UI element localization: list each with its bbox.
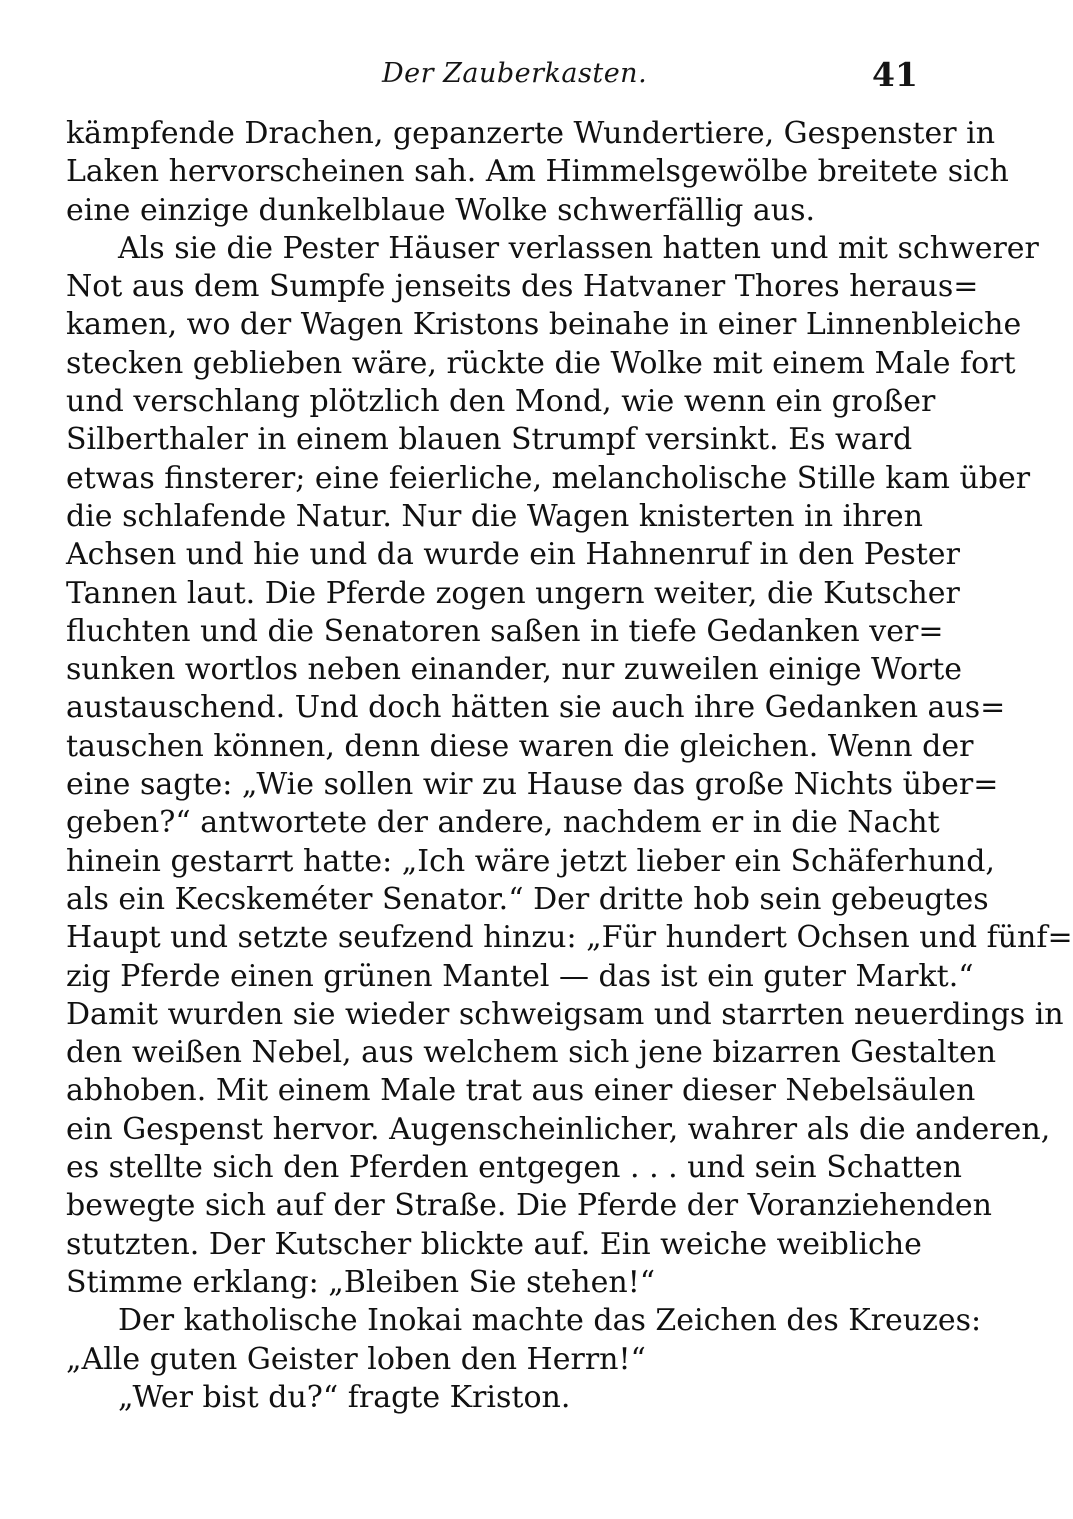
text-line: tauschen können, denn diese waren die gleichen. Wenn der (66, 728, 974, 764)
text-line: etwas finsterer; eine feierliche, melancholische Stille kam über (66, 460, 1031, 496)
text-line: austauschend. Und doch hätten sie auch ihre Gedanken aus= (66, 690, 1006, 726)
text-line: bewegte sich auf der Straße. Die Pferde der Voranziehenden (66, 1188, 992, 1224)
text-line: und verschlang plötzlich den Mond, wie wenn ein großer (66, 384, 936, 420)
text-line: kamen, wo der Wagen Kristons beinahe in einer Linnenbleiche (66, 307, 1022, 343)
text-line: stutzten. Der Kutscher blickte auf. Ein weiche weibliche (66, 1226, 922, 1262)
text-line: „Wer bist du?“ fragte Kriston. (118, 1379, 571, 1415)
text-line: kämpfende Drachen, gepanzerte Wundertiere, Gespenster in (66, 116, 996, 151)
text-line: Der katholische Inokai machte das Zeichen des Kreuzes: (118, 1303, 982, 1339)
text-line: eine einzige dunkelblaue Wolke schwerfällig aus. (66, 192, 816, 228)
text-line: geben?“ antwortete der andere, nachdem er in die Nacht (66, 805, 940, 841)
text-line: Tannen laut. Die Pferde zogen ungern weiter, die Kutscher (66, 575, 960, 611)
text-line: als ein Kecskeméter Senator.“ Der dritte hob sein gebeugtes (66, 881, 989, 917)
text-line: ein Gespenst hervor. Augenscheinlicher, wahrer als die anderen, (66, 1111, 1051, 1147)
text-line: Damit wurden sie wieder schweigsam und starrten neuerdings in (66, 996, 1064, 1032)
text-line: Silberthaler in einem blauen Strumpf versinkt. Es ward (66, 422, 913, 458)
text-line: es stellte sich den Pferden entgegen . . . und sein Schatten (66, 1150, 962, 1186)
running-head: Der Zauberkasten. (382, 58, 648, 89)
text-line: Haupt und setzte seufzend hinzu: „Für hundert Ochsen und fünf= (66, 920, 1073, 956)
text-line: hinein gestarrt hatte: „Ich wäre jetzt lieber ein Schäferhund, (66, 843, 995, 879)
text-line: Als sie die Pester Häuser verlassen hatten und mit schwerer (118, 230, 1039, 266)
page-number: 41 (872, 55, 918, 94)
text-line: die schlafende Natur. Nur die Wagen knisterten in ihren (66, 498, 923, 534)
text-line: fluchten und die Senatoren saßen in tiefe Gedanken ver= (66, 613, 944, 649)
text-line: Achsen und hie und da wurde ein Hahnenruf in den Pester (66, 537, 960, 573)
text-line: stecken geblieben wäre, rückte die Wolke mit einem Male fort (66, 345, 1016, 381)
text-line: sunken wortlos neben einander, nur zuweilen einige Worte (66, 652, 963, 688)
text-line: den weißen Nebel, aus welchem sich jene bizarren Gestalten (66, 1035, 997, 1071)
text-line: Not aus dem Sumpfe jenseits des Hatvaner Thores heraus= (66, 269, 979, 305)
text-line: Laken hervorscheinen sah. Am Himmelsgewölbe breitete sich (66, 154, 1009, 190)
text-line: eine sagte: „Wie sollen wir zu Hause das große Nichts über= (66, 767, 999, 803)
body-text (66, 115, 1073, 1417)
text-line: Stimme erklang: „Bleiben Sie stehen!“ (66, 1264, 656, 1300)
text-line: zig Pferde einen grünen Mantel — das ist ein guter Markt.“ (66, 958, 974, 994)
text-line: „Alle guten Geister loben den Herrn!“ (66, 1341, 646, 1377)
text-line: abhoben. Mit einem Male trat aus einer dieser Nebelsäulen (66, 1073, 976, 1109)
